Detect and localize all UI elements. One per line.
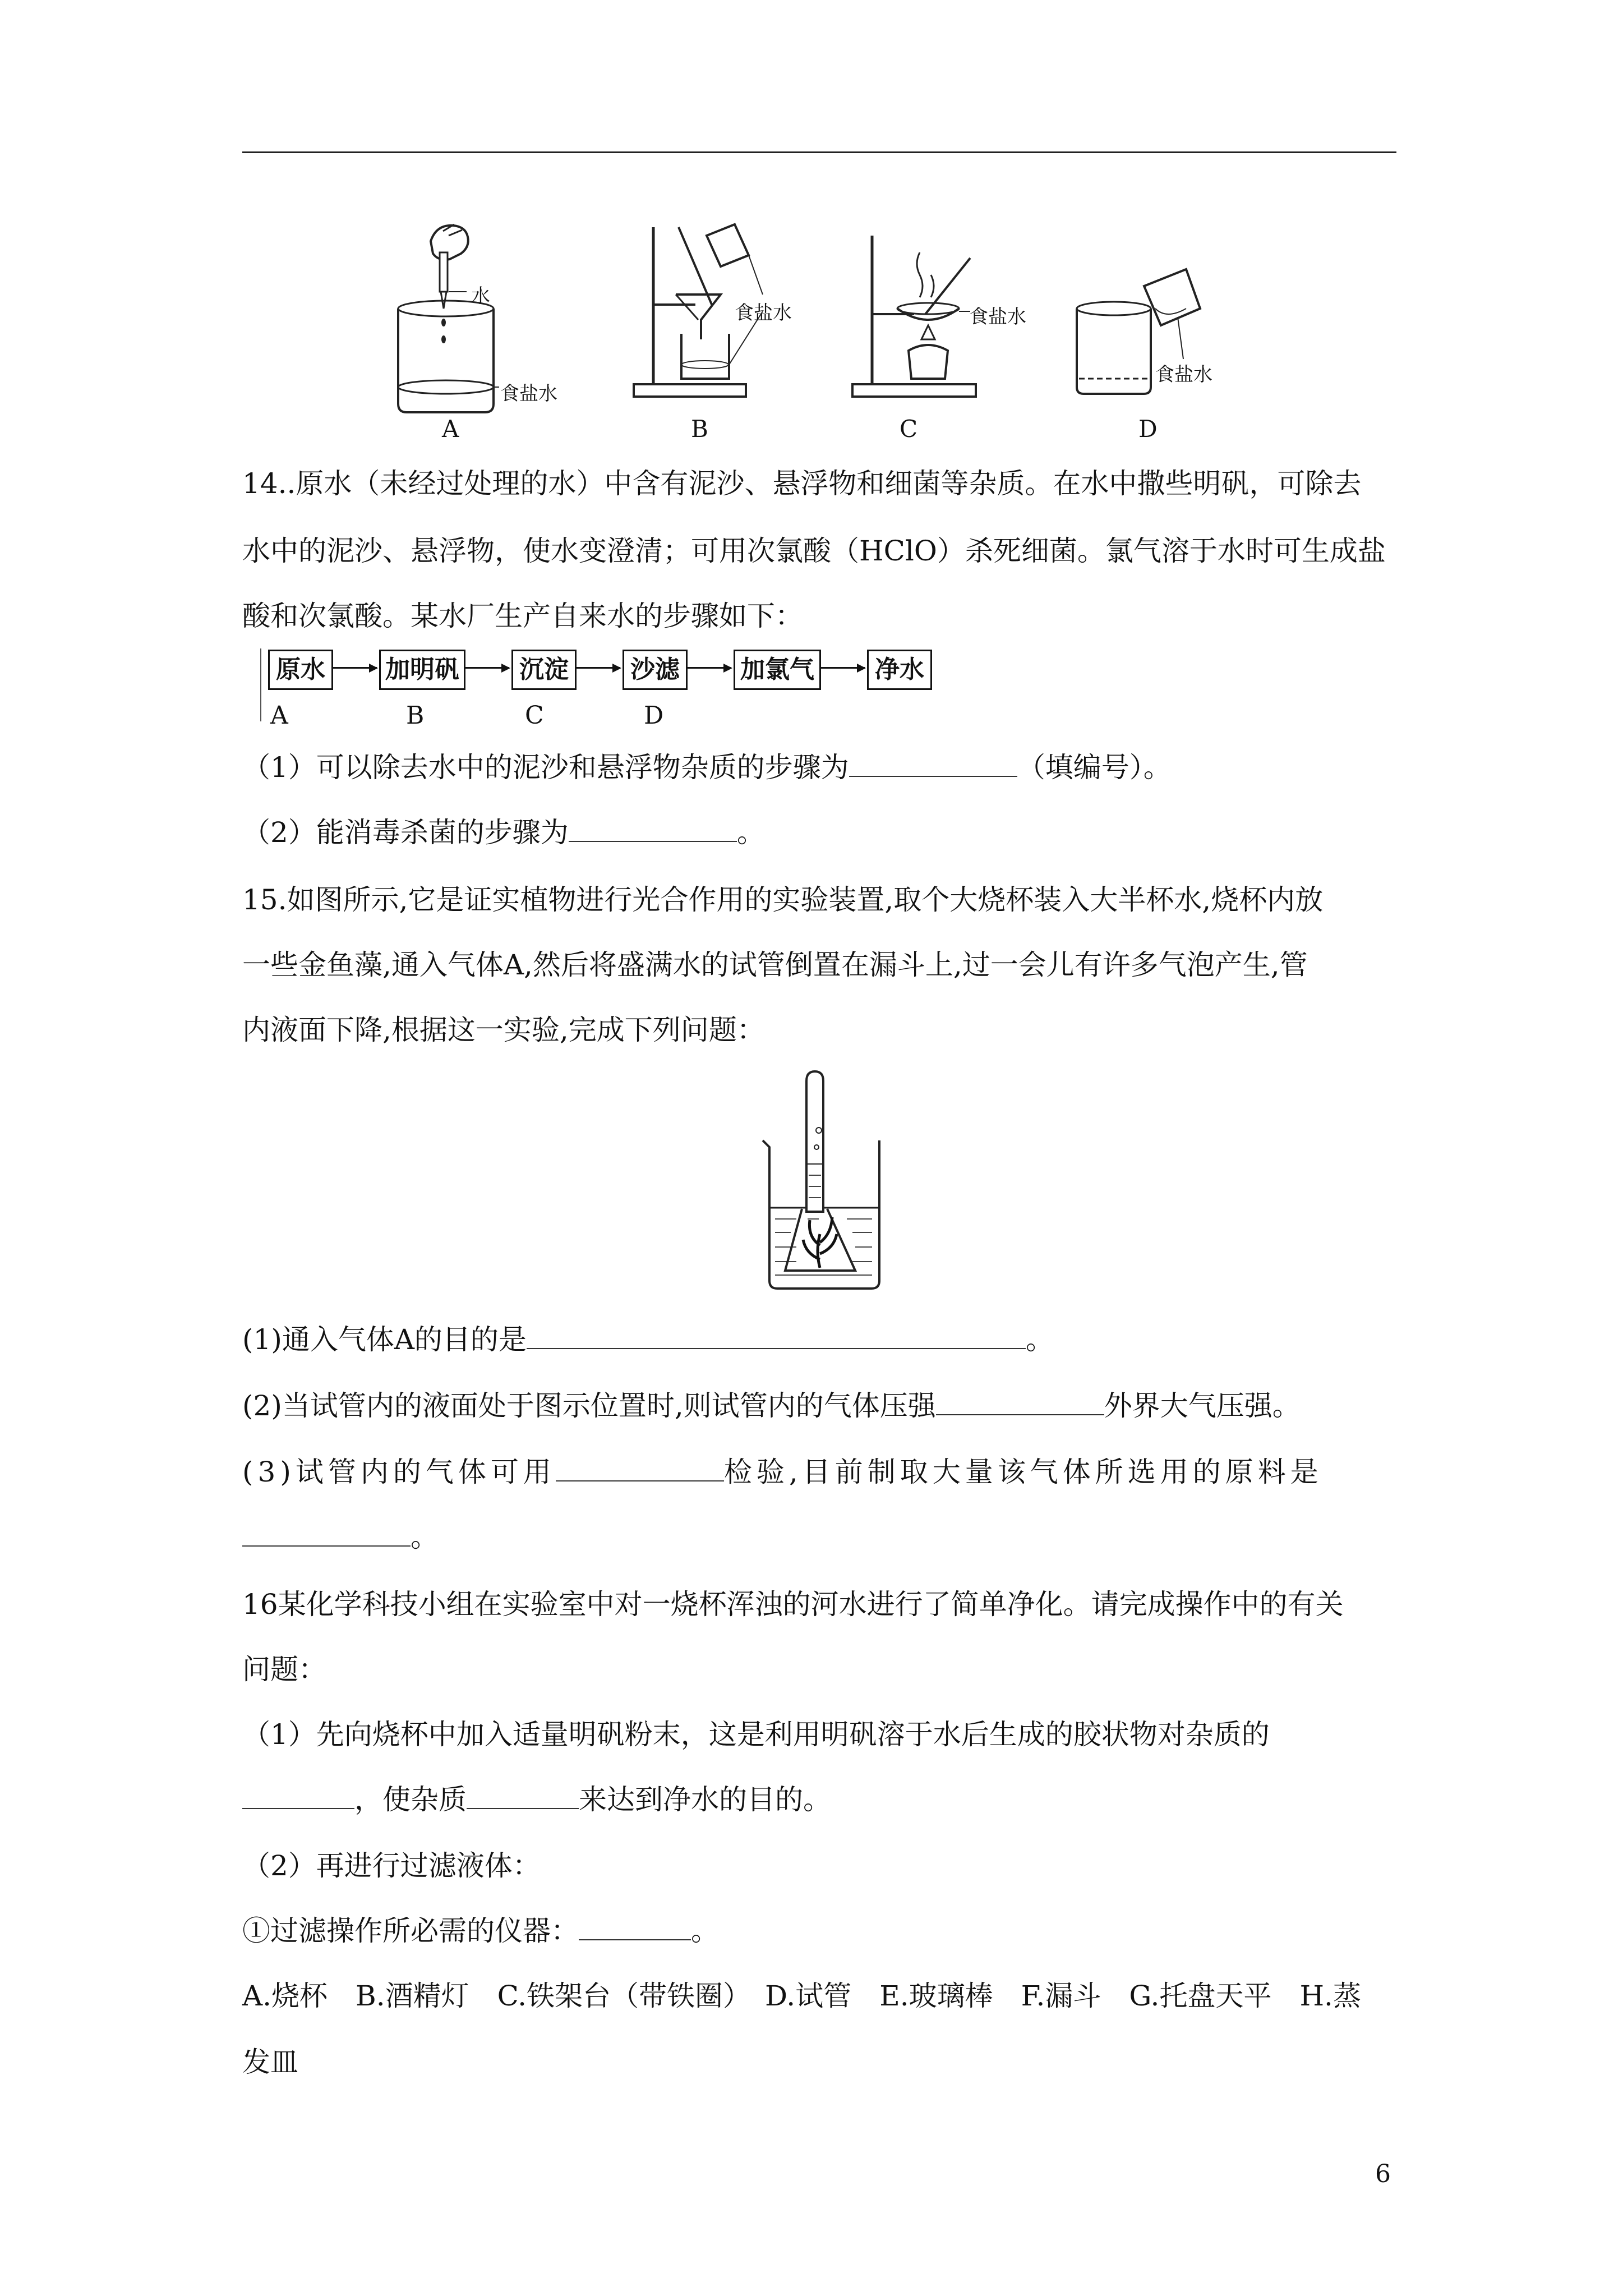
q14-line-1: 14..原水（未经过处理的水）中含有泥沙、悬浮物和细菌等杂质。在水中撒些明矾，可除去	[242, 467, 1362, 500]
q15-sub1-end: 。	[1025, 1323, 1054, 1356]
figure-label-b: B	[691, 415, 708, 443]
q15-sub2-text: (2)当试管内的液面处于图示位置时,则试管内的气体压强	[242, 1389, 936, 1422]
q15-line-2: 一些金鱼藻,通入气体A,然后将盛满水的试管倒置在漏斗上,过一会儿有许多气泡产生,管	[242, 949, 1308, 981]
label-brine-b: 食盐水	[735, 302, 792, 324]
q14-sub1-end: （填编号）。	[1017, 751, 1172, 784]
q15-sub3	[242, 1455, 1398, 1489]
answer-blank[interactable]	[527, 1345, 1026, 1349]
q16-item1	[242, 1914, 1398, 1948]
flow-step-sand-filter: 沙滤	[623, 650, 688, 690]
answer-blank[interactable]	[569, 838, 737, 842]
q16-sub2: （2）再进行过滤液体：	[242, 1849, 541, 1882]
flow-letter-b: B	[406, 701, 425, 730]
flow-arrow	[821, 667, 865, 669]
q15-sub1-text: (1)通入气体A的目的是	[242, 1323, 527, 1356]
q16-item1-end: 。	[691, 1915, 719, 1947]
flow-letter-d: D	[644, 701, 664, 730]
figure-label-a: A	[442, 415, 459, 443]
q14-line-3: 酸和次氯酸。某水厂生产自来水的步骤如下：	[242, 600, 803, 632]
q15-sub3-cont	[242, 1520, 1398, 1554]
flow-letter-c: C	[525, 701, 544, 730]
q16-sub1-cont	[242, 1783, 1398, 1816]
flow-step-add-chlorine: 加氯气	[734, 650, 821, 690]
q16-sub1-text-c: 来达到净水的目的。	[579, 1783, 831, 1816]
flow-step-clean-water: 净水	[867, 650, 932, 690]
q16-line-2: 问题：	[242, 1653, 326, 1686]
q15-sub2-end: 外界大气压强。	[1104, 1389, 1301, 1422]
q15-sub3-text: (3)试管内的气体可用	[242, 1456, 556, 1488]
q16-line-1: 16某化学科技小组在实验室中对一烧杯浑浊的河水进行了简单净化。请完成操作中的有关	[242, 1588, 1344, 1621]
q15-sub1	[242, 1323, 1398, 1356]
q14-sub1-text: （1）可以除去水中的泥沙和悬浮物杂质的步骤为	[242, 751, 849, 784]
answer-blank[interactable]	[579, 1936, 691, 1940]
flow-step-add-alum: 加明矾	[379, 650, 465, 690]
q16-sub1-line: （1）先向烧杯中加入适量明矾粉末，这是利用明矾溶于水后生成的胶状物对杂质的	[242, 1718, 1270, 1751]
q15-sub2	[242, 1389, 1398, 1423]
label-brine-a: 食盐水	[500, 383, 557, 405]
label-brine-c: 食盐水	[969, 306, 1026, 328]
label-water: 水	[471, 285, 490, 307]
answer-blank[interactable]	[556, 1477, 724, 1481]
flow-left-bracket	[260, 648, 261, 721]
answer-blank[interactable]	[849, 772, 1017, 777]
q16-options-end: 发皿	[242, 2046, 298, 2078]
header-rule	[242, 151, 1396, 153]
q14-sub2-end: 。	[736, 816, 765, 849]
flow-letter-a: A	[270, 701, 288, 730]
flow-step-raw-water: 原水	[268, 650, 333, 690]
answer-blank[interactable]	[242, 1805, 354, 1809]
q14-line-2: 水中的泥沙、悬浮物，使水变澄清；可用次氯酸（HClO）杀死细菌。氯气溶于水时可生成盐	[242, 535, 1386, 567]
flow-arrow	[333, 667, 377, 669]
figure-label-c: C	[900, 415, 918, 443]
page-number: 6	[1375, 2160, 1391, 2188]
flow-arrow	[577, 667, 620, 669]
q14-sub2-text: （2）能消毒杀菌的步骤为	[242, 816, 569, 849]
answer-blank[interactable]	[467, 1805, 579, 1809]
flow-step-settling: 沉淀	[511, 650, 577, 690]
q16-options: A.烧杯 B.酒精灯 C.铁架台（带铁圈） D.试管 E.玻璃棒 F.漏斗 G.托盘天平 H.蒸	[242, 1980, 1361, 2012]
q16-item1-text: ①过滤操作所必需的仪器：	[242, 1915, 579, 1947]
photosynthesis-apparatus-figure	[757, 1069, 897, 1293]
q16-sub1-text-b: ，使杂质	[354, 1783, 467, 1816]
q15-line-3: 内液面下降,根据这一实验,完成下列问题：	[242, 1014, 765, 1046]
q15-line-1: 15.如图所示,它是证实植物进行光合作用的实验装置,取个大烧杯装入大半杯水,烧杯内放	[242, 884, 1324, 916]
q15-sub3-end: 。	[411, 1521, 439, 1553]
label-brine-d: 食盐水	[1155, 364, 1212, 386]
q14-sub2	[242, 816, 1398, 849]
figure-b	[623, 222, 824, 407]
answer-blank[interactable]	[242, 1542, 411, 1547]
answer-blank[interactable]	[936, 1411, 1104, 1415]
q15-sub3-text-2: 检验,目前制取大量该气体所选用的原料是	[723, 1456, 1323, 1488]
q14-sub1	[242, 751, 1398, 784]
flow-arrow	[465, 667, 509, 669]
flow-arrow	[688, 667, 731, 669]
figure-label-d: D	[1138, 415, 1158, 443]
